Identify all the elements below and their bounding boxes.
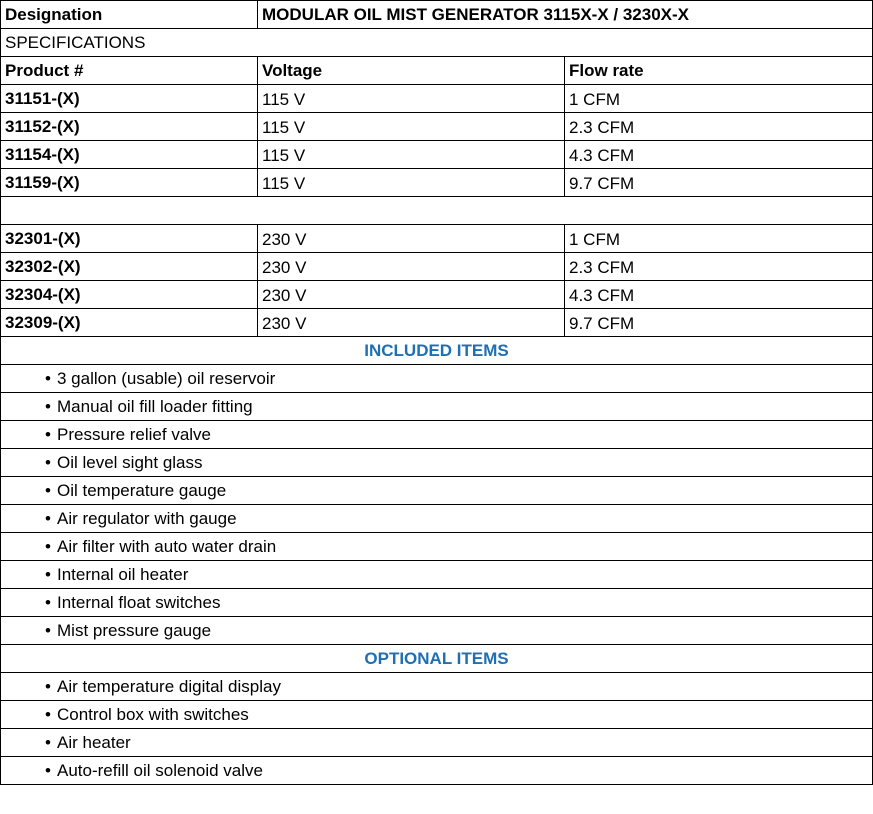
included-item-label: Internal oil heater xyxy=(57,564,189,584)
product-number: 31159-(X) xyxy=(1,169,258,197)
optional-item-label: Control box with switches xyxy=(57,704,249,724)
table-row xyxy=(1,85,873,113)
flow-rate-value: 2.3 CFM xyxy=(565,253,873,281)
list-item xyxy=(1,757,873,785)
table-row xyxy=(1,169,873,197)
list-item xyxy=(1,365,873,393)
bullet-icon: • xyxy=(45,368,51,388)
bullet-icon: • xyxy=(45,564,51,584)
spacer-row xyxy=(1,197,873,225)
flow-rate-value: 4.3 CFM xyxy=(565,141,873,169)
product-number: 32302-(X) xyxy=(1,253,258,281)
optional-item-label: Air heater xyxy=(57,732,131,752)
column-header-voltage: Voltage xyxy=(258,57,565,85)
list-item xyxy=(1,561,873,589)
list-item xyxy=(1,393,873,421)
voltage-value: 115 V xyxy=(258,85,565,113)
list-item xyxy=(1,533,873,561)
included-items-heading: INCLUDED ITEMS xyxy=(1,337,873,365)
optional-items-heading: OPTIONAL ITEMS xyxy=(1,645,873,673)
table-row xyxy=(1,281,873,309)
designation-value: MODULAR OIL MIST GENERATOR 3115X-X / 3230X-X xyxy=(258,1,873,29)
table-row xyxy=(1,141,873,169)
bullet-icon: • xyxy=(45,676,51,696)
included-item-label: Pressure relief valve xyxy=(57,424,212,444)
bullet-icon: • xyxy=(45,424,51,444)
table-row xyxy=(1,225,873,253)
table-row xyxy=(1,253,873,281)
included-items-heading-row xyxy=(1,337,873,365)
product-number: 31151-(X) xyxy=(1,85,258,113)
list-item xyxy=(1,729,873,757)
included-item-label: Air filter with auto water drain xyxy=(57,536,277,556)
included-item-label: Oil temperature gauge xyxy=(57,480,227,500)
included-item-label: Mist pressure gauge xyxy=(57,620,212,640)
flow-rate-value: 1 CFM xyxy=(565,85,873,113)
included-item-label: 3 gallon (usable) oil reservoir xyxy=(57,368,276,388)
column-header-row xyxy=(1,57,873,85)
bullet-icon: • xyxy=(45,480,51,500)
voltage-value: 230 V xyxy=(258,281,565,309)
bullet-icon: • xyxy=(45,704,51,724)
bullet-icon: • xyxy=(45,508,51,528)
bullet-icon: • xyxy=(45,536,51,556)
table-row xyxy=(1,113,873,141)
designation-row xyxy=(1,1,873,29)
column-header-flow-rate: Flow rate xyxy=(565,57,873,85)
table-row xyxy=(1,309,873,337)
list-item xyxy=(1,617,873,645)
spacer-cell xyxy=(1,197,873,225)
voltage-value: 230 V xyxy=(258,253,565,281)
product-number: 32301-(X) xyxy=(1,225,258,253)
flow-rate-value: 1 CFM xyxy=(565,225,873,253)
bullet-icon: • xyxy=(45,732,51,752)
optional-item-label: Air temperature digital display xyxy=(57,676,281,696)
voltage-value: 230 V xyxy=(258,309,565,337)
optional-item-label: Auto-refill oil solenoid valve xyxy=(57,760,263,780)
product-number: 31154-(X) xyxy=(1,141,258,169)
list-item xyxy=(1,701,873,729)
flow-rate-value: 9.7 CFM xyxy=(565,309,873,337)
voltage-value: 115 V xyxy=(258,169,565,197)
list-item xyxy=(1,505,873,533)
column-header-product: Product # xyxy=(1,57,258,85)
flow-rate-value: 9.7 CFM xyxy=(565,169,873,197)
bullet-icon: • xyxy=(45,760,51,780)
flow-rate-value: 2.3 CFM xyxy=(565,113,873,141)
voltage-value: 115 V xyxy=(258,113,565,141)
specifications-label: SPECIFICATIONS xyxy=(1,29,873,57)
bullet-icon: • xyxy=(45,452,51,472)
flow-rate-value: 4.3 CFM xyxy=(565,281,873,309)
included-item-label: Internal float switches xyxy=(57,592,221,612)
list-item xyxy=(1,421,873,449)
list-item xyxy=(1,449,873,477)
optional-items-heading-row xyxy=(1,645,873,673)
product-number: 32309-(X) xyxy=(1,309,258,337)
included-item-label: Air regulator with gauge xyxy=(57,508,237,528)
list-item xyxy=(1,477,873,505)
bullet-icon: • xyxy=(45,396,51,416)
designation-label: Designation xyxy=(1,1,258,29)
bullet-icon: • xyxy=(45,620,51,640)
included-item-label: Manual oil fill loader fitting xyxy=(57,396,253,416)
list-item xyxy=(1,673,873,701)
included-item-label: Oil level sight glass xyxy=(57,452,203,472)
product-number: 31152-(X) xyxy=(1,113,258,141)
list-item xyxy=(1,589,873,617)
voltage-value: 115 V xyxy=(258,141,565,169)
bullet-icon: • xyxy=(45,592,51,612)
product-number: 32304-(X) xyxy=(1,281,258,309)
specifications-row xyxy=(1,29,873,57)
voltage-value: 230 V xyxy=(258,225,565,253)
